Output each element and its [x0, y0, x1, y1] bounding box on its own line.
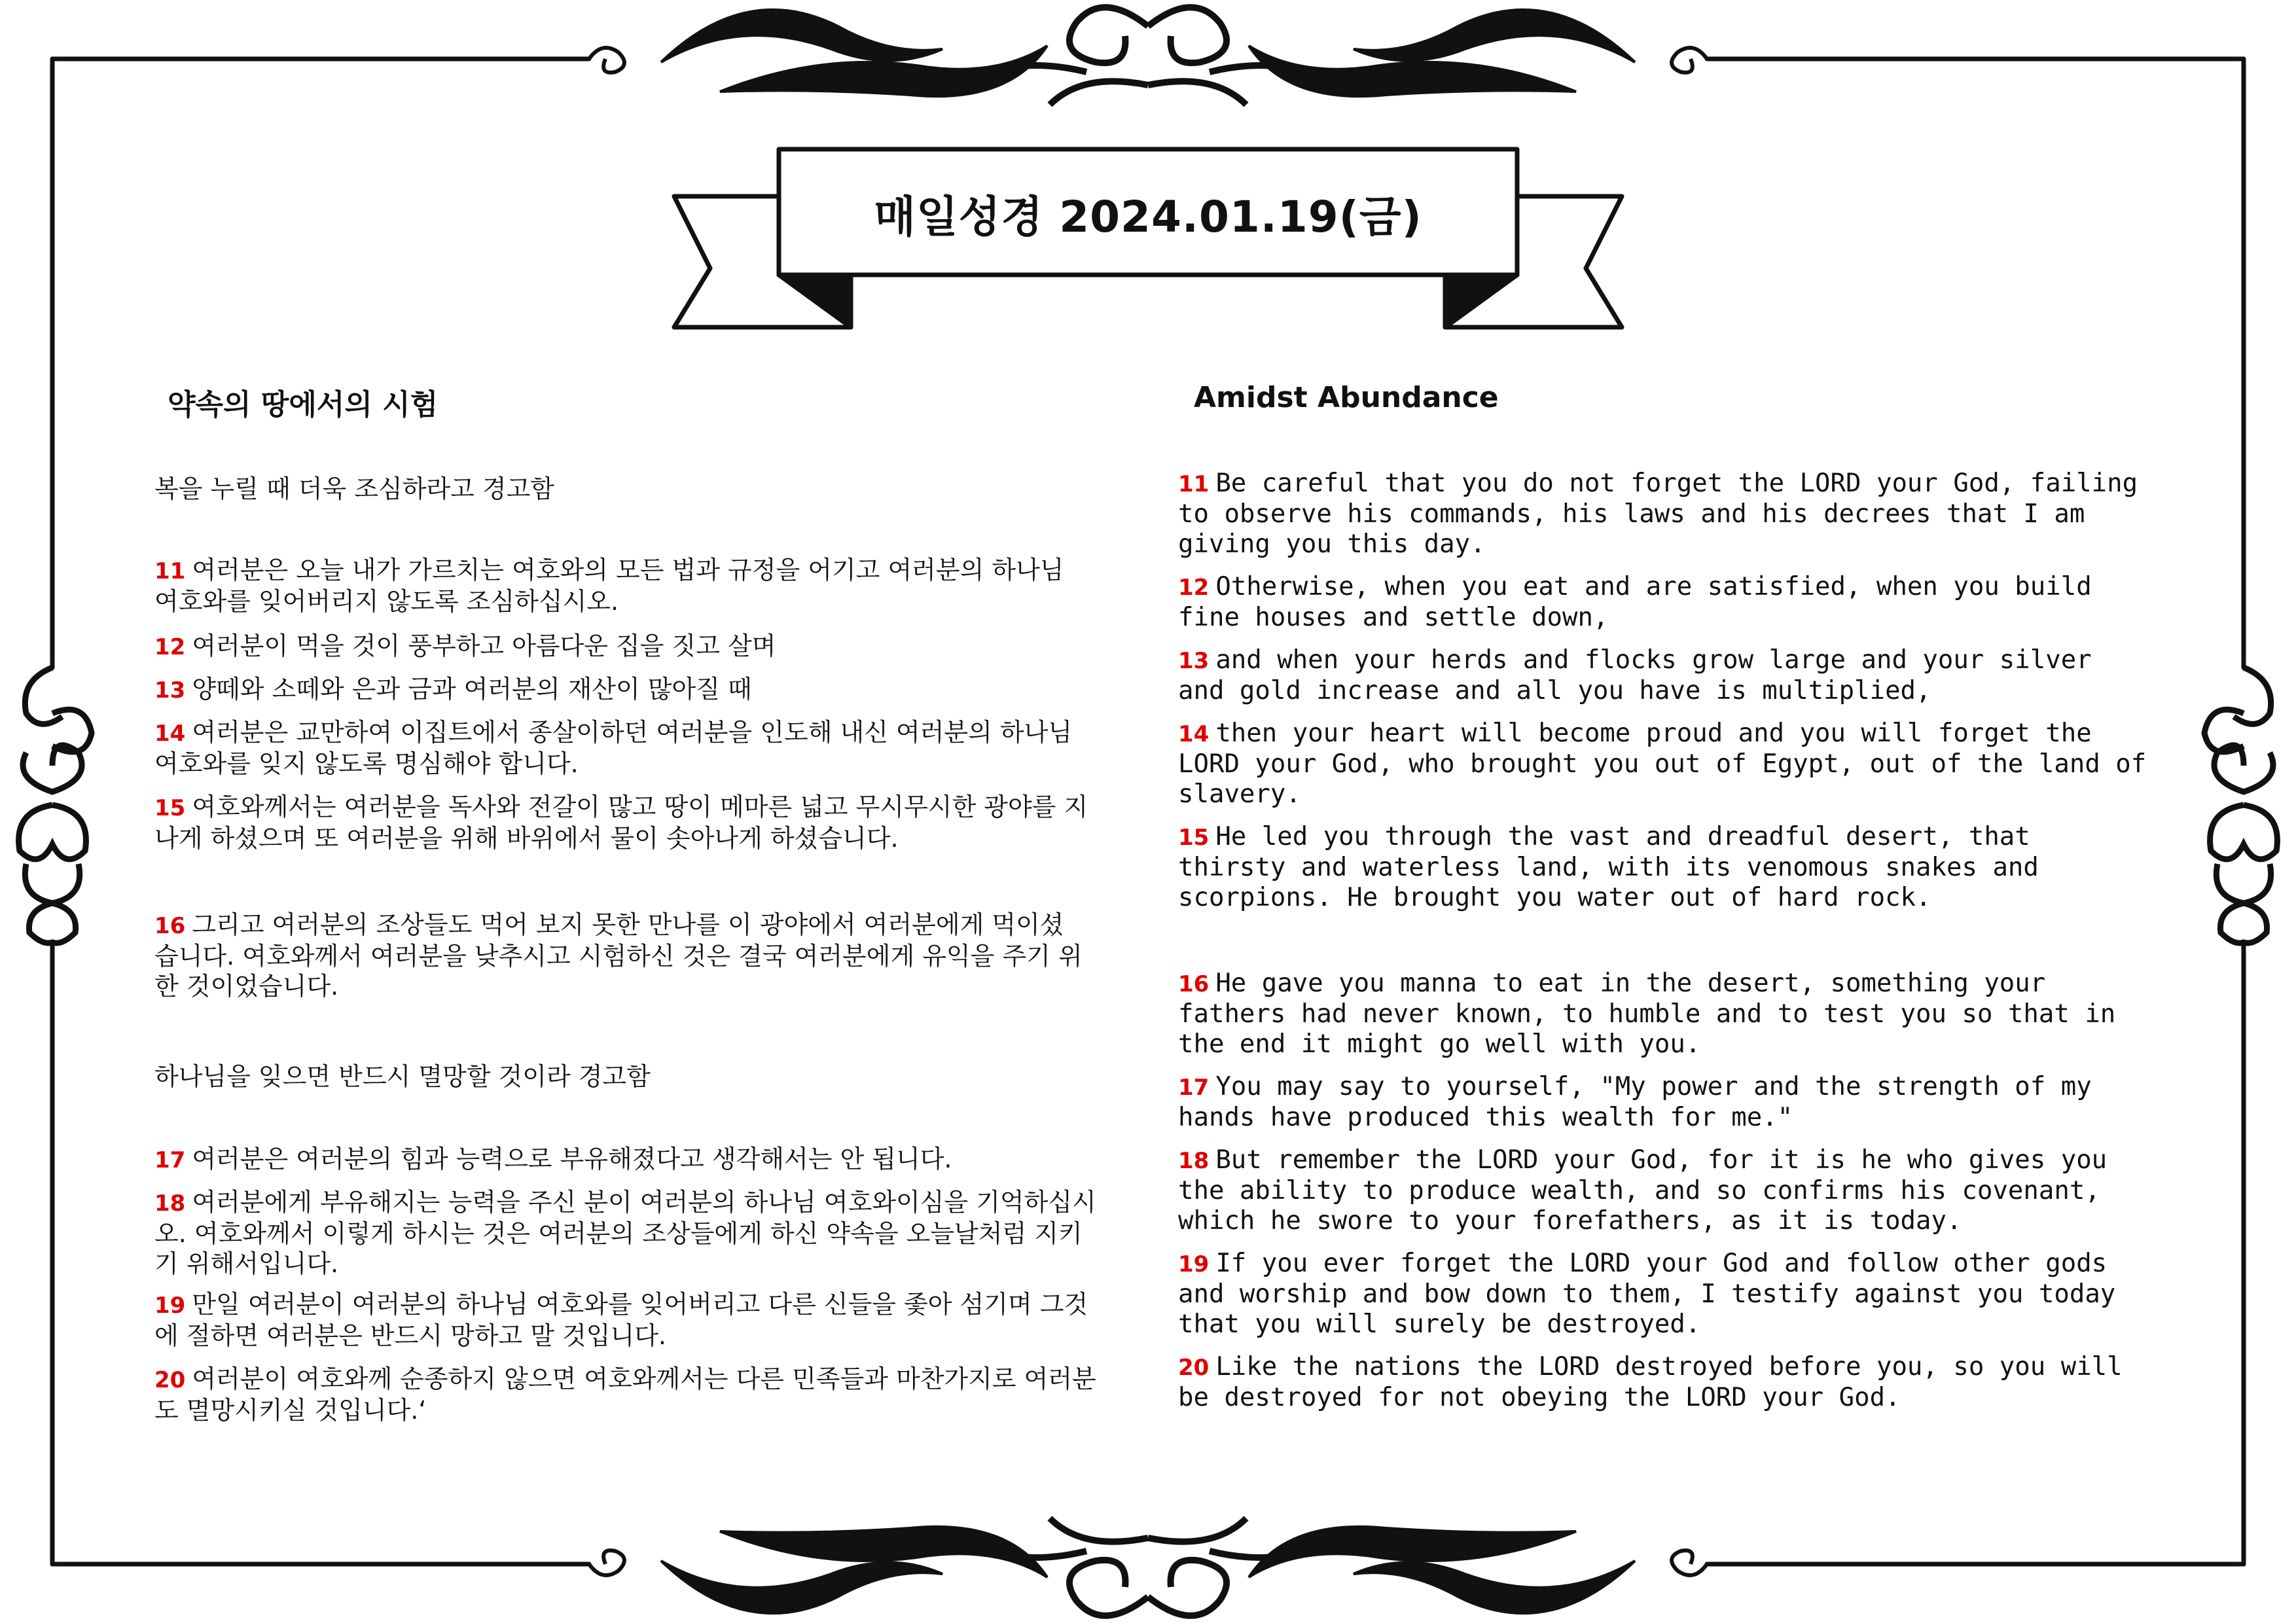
korean-verse-14: 14 여러분은 교만하여 이집트에서 종살이하던 여러분을 인도해 내신 여러분의 하나님 여호와를 잊지 않도록 명심해야 합니다. — [154, 718, 1073, 778]
heart-scroll-ornament-right — [2204, 668, 2277, 943]
korean-verse-18: 18 여러분에게 부유해지는 능력을 주신 분이 여러분의 하나님 여호와이심을 기억하십시오. 여호와께서 이렇게 하시는 것은 여러분의 조상들에게 하신 약속을 오늘날처럼 지키기 위해서입니다. — [154, 1188, 1096, 1278]
flourish-ornament-top — [661, 7, 1635, 105]
english-verse-15: 15 He led you through the vast and dreadful desert, that thirsty and waterless land, with its venomous snakes and scorpions. He brought you water out of hard rock. — [1178, 822, 2039, 912]
english-verse-12: 12 Otherwise, when you eat and are satisfied, when you build fine houses and settle down, — [1178, 572, 2092, 632]
english-verse-14: 14 then your heart will become proud and you will forget the LORD your God, who brought you out of Egypt, out of the land of slavery. — [1178, 719, 2147, 809]
korean-verse-11: 11 여러분은 오늘 내가 가르치는 여호와의 모든 법과 규정을 어기고 여러분의 하나님 여호와를 잊어버리지 않도록 조심하십시오. — [154, 556, 1064, 616]
korean-subheading-1: 복을 누릴 때 더욱 조심하라고 경고함 — [154, 474, 555, 503]
korean-verse-20: 20 여러분이 여호와께 순종하지 않으면 여호와께서는 다른 민족들과 마찬가지로 여러분도 멸망시키실 것입니다.‘ — [154, 1364, 1096, 1425]
english-verse-20: 20 Like the nations the LORD destroyed before you, so you will be destroyed for not obeying the LORD your God. — [1178, 1352, 2123, 1412]
english-verse-17: 17 You may say to yourself, "My power and the strength of my hands have produced this wealth for me." — [1178, 1072, 2092, 1132]
heart-scroll-ornament-left — [19, 668, 92, 943]
flourish-ornament-bottom — [661, 1518, 1635, 1616]
korean-heading: 약속의 땅에서의 시험 — [168, 388, 439, 421]
korean-verse-13: 13 양떼와 소떼와 은과 금과 여러분의 재산이 많아질 때 — [154, 675, 752, 704]
english-verse-18: 18 But remember the LORD your God, for it is he who gives you the ability to produce wealth, and so confirms his covenant, which he swore to your forefathers, as it is today. — [1178, 1145, 2108, 1236]
korean-verse-15: 15 여호와께서는 여러분을 독사와 전갈이 많고 땅이 메마른 넓고 무시무시한 광야를 지나게 하셨으며 또 여러분을 위해 바위에서 물이 솟아나게 하셨습니다. — [154, 793, 1088, 853]
korean-subheading-2: 하나님을 잊으면 반드시 멸망할 것이라 경고함 — [154, 1062, 651, 1091]
english-heading: Amidst Abundance — [1194, 381, 1499, 414]
english-verse-13: 13 and when your herds and flocks grow large and your silver and gold increase and all you have is multiplied, — [1178, 645, 2092, 705]
korean-verse-16: 16 그리고 여러분의 조상들도 먹어 보지 못한 만나를 이 광야에서 여러분에게 먹이셨습니다. 여호와께서 여러분을 낮추시고 시험하신 것은 결국 여러분에게 유익을 주기 위한 것이었습니다. — [154, 910, 1083, 1001]
page-title: 매일성경 2024.01.19(금) — [874, 192, 1422, 242]
english-verse-16: 16 He gave you manna to eat in the desert, something your fathers had never known, to humble and to test you so that in the end it might go well with you. — [1178, 969, 2116, 1059]
korean-verse-12: 12 여러분이 먹을 것이 풍부하고 아름다운 집을 짓고 살며 — [154, 632, 776, 660]
english-verse-19: 19 If you ever forget the LORD your God and follow other gods and worship and bow down to them, I testify against you today that you will surely be destroyed. — [1178, 1249, 2116, 1339]
korean-verse-19: 19 만일 여러분이 여러분의 하나님 여호와를 잊어버리고 다른 신들을 좇아 섬기며 그것에 절하면 여러분은 반드시 망하고 말 것입니다. — [154, 1290, 1088, 1350]
english-verse-11: 11 Be careful that you do not forget the LORD your God, failing to observe his commands, his laws and his decrees that I am giving you this day. — [1178, 469, 2138, 559]
korean-verse-17: 17 여러분은 여러분의 힘과 능력으로 부유해졌다고 생각해서는 안 됩니다. — [154, 1145, 952, 1173]
